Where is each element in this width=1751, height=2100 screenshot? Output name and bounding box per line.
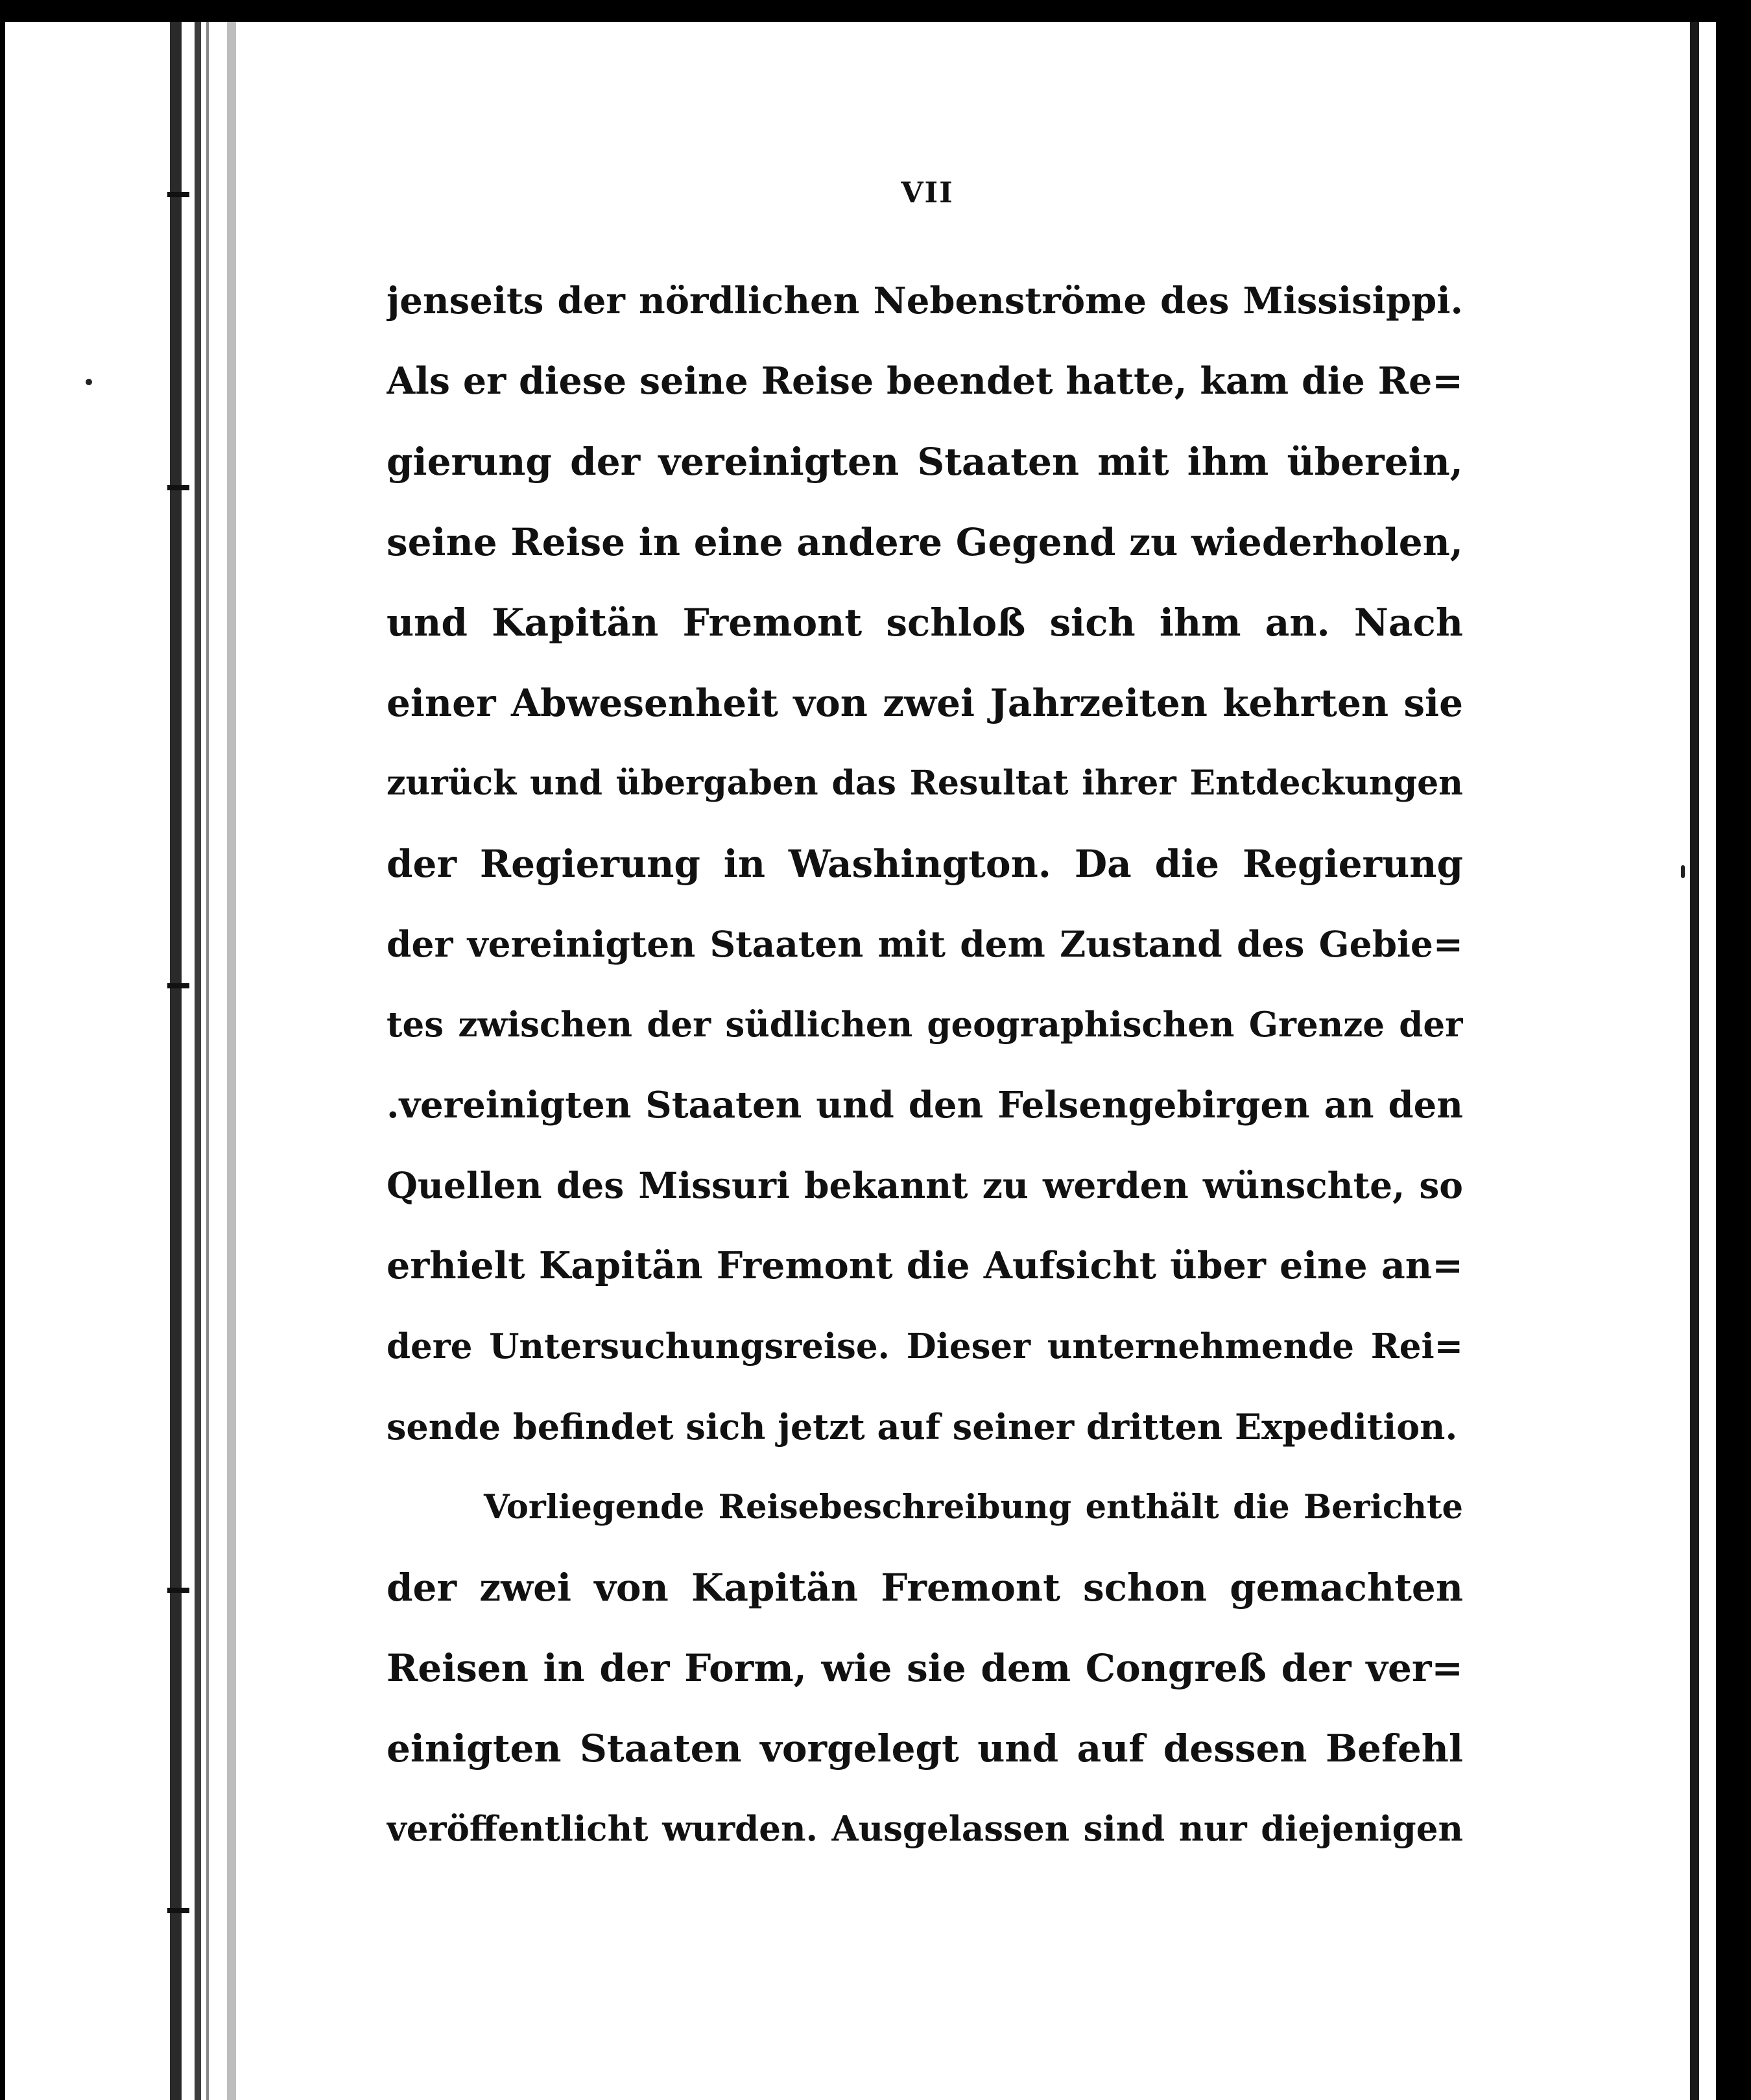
- text-line: der Regierung in Washington. Da die Regierung: [387, 842, 1463, 886]
- text-line: veröffentlicht wurden. Ausgelassen sind nur diejenigen: [387, 1809, 1463, 1849]
- binding-line: [206, 22, 209, 2100]
- scan-speck: [86, 379, 92, 385]
- page-edge-right: [1690, 22, 1699, 2100]
- text-line: zurück und übergaben das Resultat ihrer Entdeckungen: [387, 763, 1463, 803]
- binding-stitch: [167, 485, 189, 490]
- gutter-shadow: [227, 22, 236, 2100]
- text-line: jenseits der nördlichen Nebenströme des Missisippi.: [387, 280, 1463, 322]
- text-line: Quellen des Missuri bekannt zu werden wünschte, so: [387, 1164, 1463, 1206]
- text-line: einer Abwesenheit von zwei Jahrzeiten kehrten sie: [387, 681, 1463, 725]
- binding-spine: [170, 22, 182, 2100]
- scan-speck: [1681, 865, 1685, 878]
- binding-stitch: [167, 192, 189, 197]
- text-line: gierung der vereinigten Staaten mit ihm überein,: [387, 440, 1463, 484]
- page-number: VII: [901, 176, 954, 209]
- text-line: tes zwischen der südlichen geographischen Grenze der: [387, 1005, 1463, 1045]
- text-line: Als er diese seine Reise beendet hatte, kam die Re=: [387, 359, 1463, 403]
- text-line: einigten Staaten vorgelegt und auf dessen Befehl: [387, 1726, 1463, 1771]
- scan-border-top: [0, 0, 1751, 22]
- text-line: und Kapitän Fremont schloß sich ihm an. Nach: [387, 601, 1463, 645]
- text-line: sende befindet sich jetzt auf seiner dritten Expedition.: [387, 1406, 1458, 1448]
- text-line: seine Reise in eine andere Gegend zu wiederholen,: [387, 520, 1463, 564]
- text-line: der zwei von Kapitän Fremont schon gemachten: [387, 1566, 1463, 1610]
- scan-border-left: [0, 0, 5, 2100]
- text-line: Reisen in der Form, wie sie dem Congreß der ver=: [387, 1646, 1463, 1690]
- binding-edge: [195, 22, 201, 2100]
- binding-stitch: [167, 1908, 189, 1913]
- text-line: dere Untersuchungsreise. Dieser unternehmende Rei=: [387, 1326, 1463, 1366]
- binding-stitch: [167, 1588, 189, 1593]
- binding-stitch: [167, 983, 189, 988]
- text-line: erhielt Kapitän Fremont die Aufsicht über eine an=: [387, 1244, 1463, 1287]
- scan-border-right: [1716, 0, 1751, 2100]
- body-text: [387, 261, 1463, 1869]
- text-line: .vereinigten Staaten und den Felsengebirgen an den: [387, 1084, 1463, 1127]
- paragraph-first-line: Vorliegende Reisebeschreibung enthält die Berichte: [484, 1488, 1463, 1527]
- text-line: der vereinigten Staaten mit dem Zustand des Gebie=: [387, 923, 1463, 965]
